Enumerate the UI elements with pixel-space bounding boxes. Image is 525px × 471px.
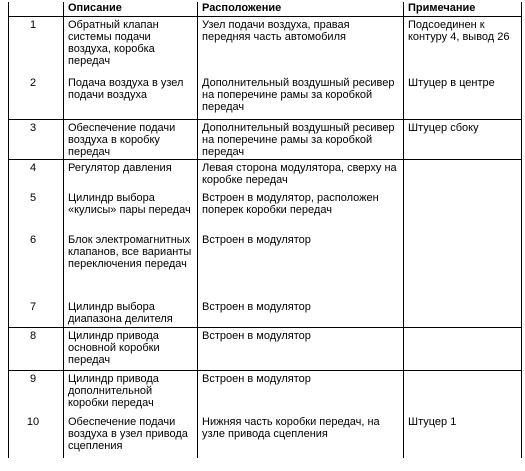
table-header-row [9, 2, 522, 17]
row-num: 8 [9, 328, 64, 371]
row-description: Цилиндр привода основной коробки передач [64, 328, 198, 371]
row-description: Цилиндр привода дополнительной коробки передач [64, 371, 198, 414]
header-location: Расположение [198, 2, 404, 17]
row-num: 6 [9, 232, 64, 299]
row-note: Подсоединен к контуру 4, вывод 26 [404, 17, 522, 75]
row-note [404, 328, 522, 371]
row-num: 2 [9, 75, 64, 120]
table-row [9, 190, 522, 232]
row-num: 5 [9, 190, 64, 232]
row-description: Цилиндр выбора диапазона делителя [64, 299, 198, 328]
table-row [9, 232, 522, 299]
row-location: Встроен в модулятор [198, 232, 404, 299]
header-num [9, 2, 64, 17]
row-location: Дополнительный воздушный ресивер на поперечине рамы за коробкой передач [198, 75, 404, 120]
row-note: Штуцер в центре [404, 75, 522, 120]
table-row [9, 120, 522, 160]
row-location: Встроен в модулятор [198, 299, 404, 328]
row-note: Штуцер сбоку [404, 120, 522, 160]
header-note: Примечание [404, 2, 522, 17]
row-location: Дополнительный воздушный ресивер на поперечине рамы за коробкой передач [198, 120, 404, 160]
row-location: Левая сторона модулятора, сверху на коробке передач [198, 160, 404, 190]
table-row [9, 328, 522, 371]
row-num: 10 [9, 414, 64, 458]
row-note [404, 299, 522, 328]
row-description: Цилиндр выбора «кулисы» пары передач [64, 190, 198, 232]
row-location: Узел подачи воздуха, правая передняя часть автомобиля [198, 17, 404, 75]
components-table [8, 2, 522, 458]
row-num: 3 [9, 120, 64, 160]
row-num: 1 [9, 17, 64, 75]
row-num: 9 [9, 371, 64, 414]
row-note: Штуцер 1 [404, 414, 522, 458]
row-description: Обратный клапан системы подачи воздуха, коробка передач [64, 17, 198, 75]
row-description: Обеспечение подачи воздуха в коробку передач [64, 120, 198, 160]
row-description: Обеспечение подачи воздуха в узел привода сцепления [64, 414, 198, 458]
table-row [9, 414, 522, 458]
table-row [9, 17, 522, 75]
row-location: Нижняя часть коробки передач, на узле привода сцепления [198, 414, 404, 458]
row-description: Блок электромагнитных клапанов, все варианты переключения передач [64, 232, 198, 299]
table-row [9, 75, 522, 120]
row-location: Встроен в модулятор [198, 328, 404, 371]
row-note [404, 160, 522, 190]
row-note [404, 232, 522, 299]
row-num: 4 [9, 160, 64, 190]
row-location: Встроен в модулятор [198, 371, 404, 414]
row-note [404, 190, 522, 232]
row-note [404, 371, 522, 414]
row-description: Подача воздуха в узел подачи воздуха [64, 75, 198, 120]
row-num: 7 [9, 299, 64, 328]
table-row [9, 371, 522, 414]
row-location: Встроен в модулятор, расположен поперек коробки передач [198, 190, 404, 232]
row-description: Регулятор давления [64, 160, 198, 190]
table-row [9, 299, 522, 328]
table-row [9, 160, 522, 190]
header-description: Описание [64, 2, 198, 17]
